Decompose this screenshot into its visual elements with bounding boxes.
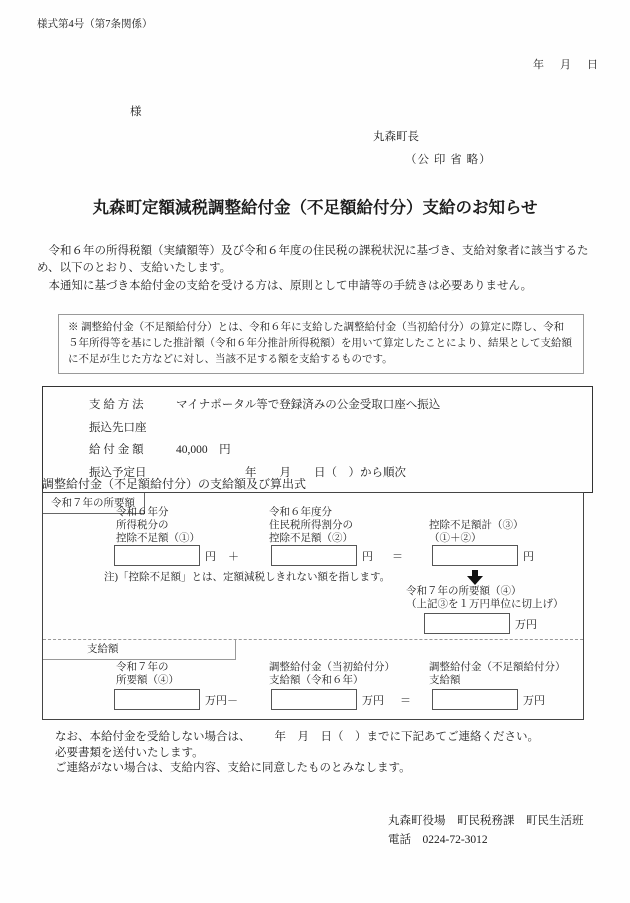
payment-amount-label: 給 付 金 額 [89,444,144,456]
issue-date-placeholder: 年 月 日 [533,59,601,71]
definition-note-box [58,314,584,374]
payment-method-label: 支 給 方 法 [89,399,144,411]
intro-paragraph-2: 本通知に基づき本給付金の支給を受ける方は、原則として申請等の手続きは必要ありません。 [48,279,533,292]
col2-header-s2: 調整給付金（当初給付分） 支給額（令和６年） [269,662,395,686]
closing-line-1-deadline: 年 月 日（ ）までに下記あてご連絡ください。 [274,731,539,743]
input-box-shortfall-benefit [432,689,518,710]
payment-row-amount [89,439,592,462]
plus-operator: ＋ [228,550,239,563]
shortfall-definition-note: 注)「控除不足額」とは、定額減税しきれない額を指します。 [104,572,391,583]
formula-row-s1 [114,545,534,566]
definition-note-text: ※ 調整給付金（不足額給付分）とは、令和６年に支給した調整給付金（当初給付分）の算定に際し、令和５年所得等を基にした推計額（令和６年分推計所得税額）を用いて算定したことにより、結果として支給額に不足が生じた方などに対し、当該不足する額を支給するものです。 [68,322,572,365]
input-box-required-amount [424,613,510,634]
section1-tab: 令和７年の所要額 [43,493,145,514]
input-box-resident-tax-shortfall [271,545,357,566]
equals-operator-s1: ＝ [392,550,403,563]
intro-paragraphs [37,243,595,295]
calculation-box [42,492,584,720]
formula-row-s2 [114,689,545,710]
unit-yen-3: 円 [523,550,534,563]
unit-yen-1: 円 [205,550,216,563]
closing-line-3: ご連絡がない場合は、支給内容、支給に同意したものとみなします。 [55,762,411,774]
col3-header-s1: 控除不足額計（③） （①＋②） [429,520,524,544]
col1-header-s1: 令和６年分 所得税分の 控除不足額（①） [116,507,200,544]
closing-line-2: 必要書類を送付いたします。 [55,747,204,759]
unit-yen-2: 円 [362,550,373,563]
document-title: 丸森町定額減税調整給付金（不足額給付分）支給のお知らせ [92,198,538,217]
equals-operator-s2: ＝ [400,694,411,707]
input-box-shortfall-total [432,545,518,566]
unit-manyen-2: 万円 [362,694,384,707]
payment-row-account [89,417,592,440]
input-box-initial-benefit [271,689,357,710]
form-number: 様式第4号（第7条関係） [37,19,153,30]
closing-line-1-text: なお、本給付金を受給しない場合は、 [55,731,251,743]
col3-header-s2: 調整給付金（不足額給付分） 支給額 [429,662,566,686]
sender-name: 丸森町長 [373,131,419,143]
contact-office: 丸森町役場 町民税務課 町民生活班 [388,815,584,827]
section2-tab: 支給額 [43,639,236,660]
col2-header-s1: 令和６年度分 住民税所得割分の 控除不足額（②） [269,507,353,544]
formula-row-result [424,613,537,634]
calculation-heading: 調整給付金（不足額給付分）の支給額及び算出式 [42,477,307,491]
unit-manyen-3: 万円 [523,694,545,707]
down-arrow-icon [467,570,483,585]
closing-line-1 [55,728,539,744]
payment-method-value: マイナポータル等で登録済みの公金受取口座へ振込 [176,399,441,411]
intro-paragraph-1: 令和６年の所得税額（実績額等）及び令和６年度の住民税の課税状況に基づき、支給対象者に該当するため、以下のとおり、支給いたします。 [37,245,589,275]
payment-account-label: 振込先口座 [89,421,147,434]
payment-row-method [89,394,592,417]
contact-phone: 電話 0224-72-3012 [388,834,488,846]
payment-amount-value: 40,000 円 [176,444,231,456]
contact-block [388,812,584,850]
addressee-suffix: 様 [130,106,142,118]
seal-omitted-note: （公 印 省 略） [405,154,492,166]
input-box-income-tax-shortfall [114,545,200,566]
col1-header-s2: 令和７年の 所要額（④） [116,662,179,686]
unit-manyen-result: 万円 [515,618,537,631]
unit-manyen-minus: 万円－ [205,694,238,707]
payment-transfer-date-value: 年 月 日（ ）から順次 [176,466,406,479]
required-amount-label-2: （上記③を１万円単位に切上げ） [406,599,564,610]
input-box-required-amount-2 [114,689,200,710]
required-amount-label-1: 令和７年の所要額（④） [406,586,522,597]
payment-transfer-date-label: 振込予定日 [89,466,147,479]
